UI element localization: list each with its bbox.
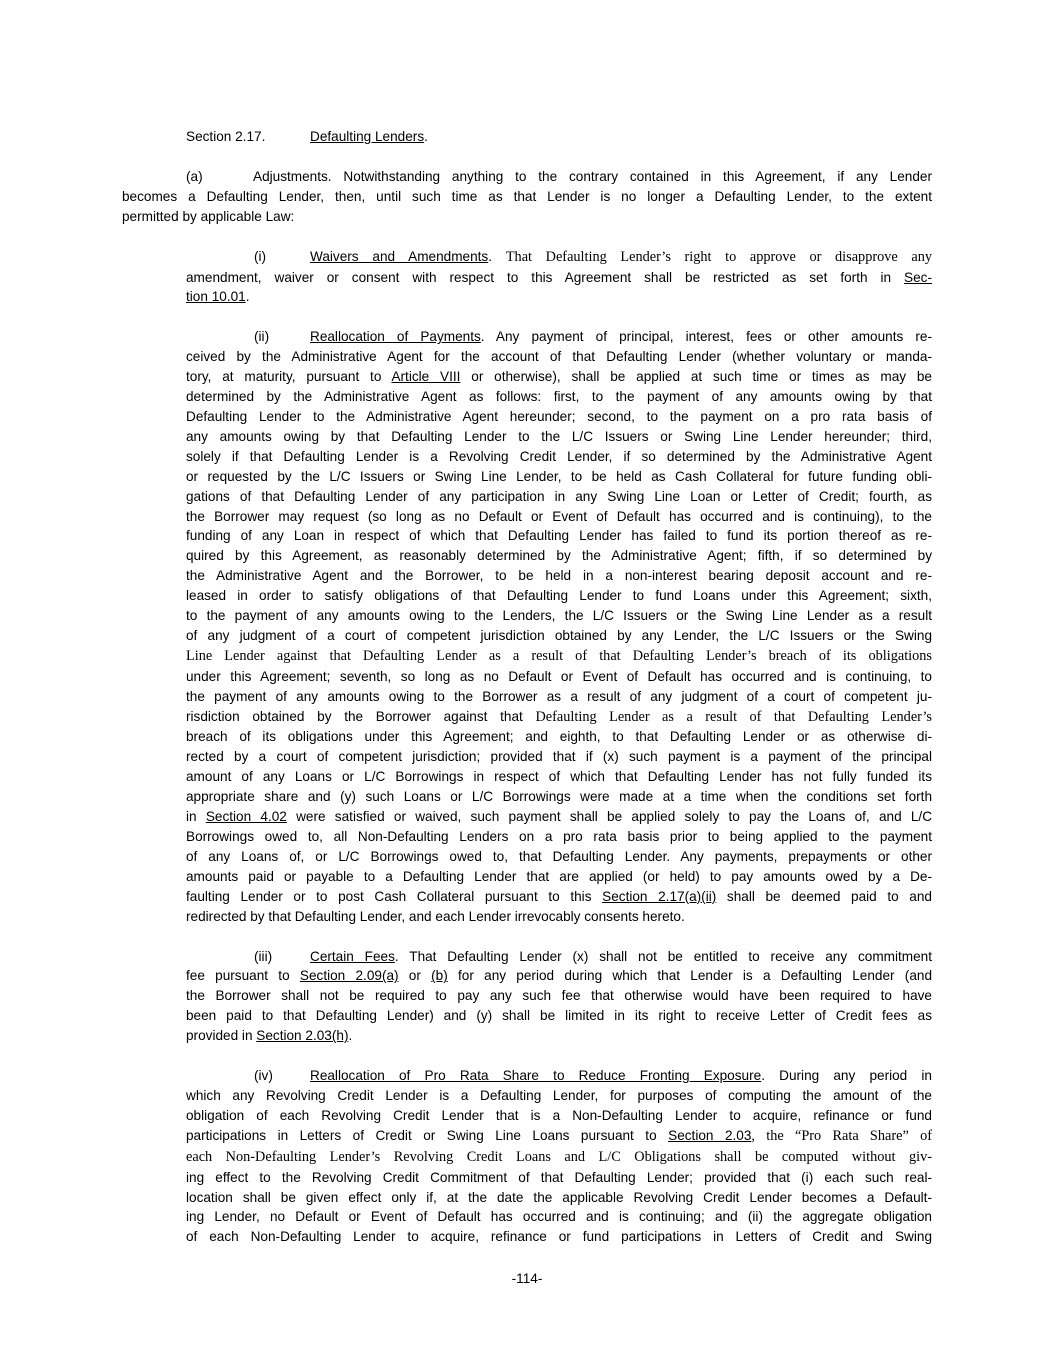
text-run: for any period during which that Lender is a Defaulting Lender (and: [447, 968, 933, 984]
text-line: [122, 167, 932, 187]
text-line: [122, 667, 932, 687]
section-reference: Section 4.02: [205, 809, 287, 825]
text-line: [122, 707, 932, 728]
text-line: [122, 586, 932, 606]
text-line: [122, 1227, 932, 1247]
text-run: participations in Letters of Credit or Swing Line Loans pursuant to: [186, 1127, 669, 1143]
clause-iii-certain-fees: [122, 947, 932, 1047]
section-reference: tion 10.01: [186, 289, 246, 305]
text-run: leased in order to satisfy obligations of that Defaulting Lender to fund Loans under this Agreement; sixth,: [186, 588, 932, 604]
text-run: quired by this Agreement, as reasonably determined by the Administrative Agent; fifth, if so determined by: [186, 548, 932, 564]
text-line: [122, 1106, 932, 1126]
text-run: Borrowings owed to, all Non-Defaulting Lenders on a pro rata basis prior to being applied to the payment: [186, 829, 932, 844]
document-body: [122, 127, 932, 1247]
text-line: [122, 526, 932, 546]
text-run: risdiction obtained by the Borrower against that: [186, 708, 536, 724]
section-reference: Reallocation of Pro Rata Share to Reduce Fronting Exposure: [310, 1068, 762, 1084]
section-heading: [122, 127, 932, 147]
text-run: . During any period in: [761, 1068, 932, 1084]
text-line: [122, 1086, 932, 1106]
text-run: the Borrower shall not be required to pay any such fee that otherwise would have been required to have: [186, 988, 932, 1004]
text-run: been paid to that Defaulting Lender) and (y) shall be limited in its right to receive Letter of Credit fees as: [186, 1008, 932, 1024]
text-line: [122, 1006, 932, 1026]
text-line: [122, 387, 932, 407]
text-run: the Administrative Agent and the Borrower, to be held in a non-interest bearing deposit account and re-: [186, 568, 932, 584]
text-run: of each Non-Defaulting Lender to acquire, refinance or fund participations in Letters of Credit and Swing: [186, 1229, 932, 1245]
paragraph-label: (i): [254, 248, 267, 264]
text-line: [122, 187, 932, 207]
text-line: [122, 487, 932, 507]
clause-i-waivers-and-amendments: [122, 247, 932, 308]
paragraph-label: (iii): [254, 948, 273, 964]
paragraph-label: (ii): [254, 329, 270, 345]
text-run: tory, at maturity, pursuant to: [186, 369, 392, 385]
text-run: ing Lender, no Default or Event of Default has occurred and is continuing; and (ii) the aggregate obligation: [186, 1209, 932, 1225]
text-line: [122, 687, 932, 707]
text-run: ceived by the Administrative Agent for the account of that Defaulting Lender (whether voluntary or manda-: [186, 349, 932, 365]
text-run: .: [348, 1028, 353, 1044]
text-line: [122, 367, 932, 387]
text-run: or: [398, 968, 432, 984]
text-line: [122, 867, 932, 887]
text-run: amounts paid or payable to a Defaulting Lender that are applied (or held) to pay amounts owed by a De-: [186, 868, 932, 884]
text-line: [122, 347, 932, 367]
text-run: redirected by that Defaulting Lender, and each Lender irrevocably consents hereto.: [186, 908, 685, 924]
text-run: amount of any Loans or L/C Borrowings in respect of which that Defaulting Lender has not fully funded its: [186, 769, 932, 785]
text-line: [122, 268, 932, 288]
text-line: [122, 827, 932, 847]
text-line: [122, 287, 932, 307]
text-run: amendment, waiver or consent with respect to this Agreement shall be restricted as set forth in: [186, 269, 905, 285]
text-line: [122, 127, 932, 147]
text-run: obligation of each Revolving Credit Lender that is a Non-Defaulting Lender to acquire, refinance or fund: [186, 1107, 932, 1123]
text-line: [122, 1188, 932, 1208]
text-line: [122, 947, 932, 967]
text-line: [122, 606, 932, 626]
text-run: permitted by applicable Law:: [122, 208, 295, 224]
clause-ii-reallocation-of-payments: [122, 327, 932, 926]
text-line: [122, 1168, 932, 1188]
text-line: [122, 467, 932, 487]
text-run: funding of any Loan in respect of which that Defaulting Lender has failed to fund its portion thereof as re-: [186, 528, 932, 544]
text-line: [122, 407, 932, 427]
text-line: [122, 546, 932, 566]
text-line: [122, 646, 932, 667]
text-run: rected by a court of competent jurisdiction; provided that if (x) such payment is a payment of the principal: [186, 749, 932, 765]
text-run: or requested by the L/C Issuers or Swing Line Lender, to be held as Cash Collateral for future funding obli-: [186, 468, 932, 484]
text-run: shall be deemed paid to and: [716, 888, 932, 904]
text-line: [122, 207, 932, 227]
text-line: [122, 447, 932, 467]
page-number: -114-: [511, 1271, 543, 1287]
text-line: [122, 1126, 932, 1147]
text-run: Adjustments. Notwithstanding anything to the contrary contained in this Agreement, if any Lender: [253, 168, 932, 184]
clause-iv-reallocation-pro-rata-share: [122, 1066, 932, 1247]
text-run: provided in: [186, 1028, 257, 1044]
section-reference: Section 2.09(a): [299, 968, 399, 984]
text-line: [122, 727, 932, 747]
text-run: the Borrower may request (so long as no Default or Event of Default has occurred and is continuing), to the: [186, 508, 932, 524]
text-line: [122, 747, 932, 767]
text-line: [122, 787, 932, 807]
text-run: That Defaulting Lender’s right to approve or disapprove any: [505, 248, 932, 265]
text-line: [122, 1207, 932, 1227]
section-reference: Certain Fees: [310, 948, 395, 964]
text-line: [122, 247, 932, 268]
paragraph-label: (iv): [254, 1068, 273, 1084]
section-reference: Section 2.03: [668, 1127, 752, 1143]
text-run: . That Defaulting Lender (x) shall not be entitled to receive any commitment: [394, 948, 932, 964]
text-line: [122, 847, 932, 867]
text-run: Line Lender against that Defaulting Lender as a result of that Defaulting Lender’s breach of its obligations: [186, 647, 932, 664]
text-line: [122, 507, 932, 527]
section-reference: Article VIII: [391, 369, 461, 385]
text-run: Defaulting Lender as a result of that Defaulting Lender’s: [535, 708, 932, 725]
text-run: faulting Lender or to post Cash Collateral pursuant to this: [186, 888, 603, 904]
text-run: .: [245, 289, 250, 305]
paragraph-label: (a): [186, 168, 203, 184]
text-line: [122, 1066, 932, 1086]
text-run: breach of its obligations under this Agreement; and eighth, to that Defaulting Lender or as otherwise di-: [186, 729, 932, 745]
text-run: .: [488, 248, 506, 264]
text-line: [122, 626, 932, 646]
text-line: [122, 966, 932, 986]
text-run: fee pursuant to: [186, 968, 300, 984]
text-run: the payment of any amounts owing to the Borrower as a result of any judgment of a court of competent ju-: [186, 688, 932, 704]
text-run: becomes a Defaulting Lender, then, until such time as that Lender is no longer a Defaulting Lender, to the extent: [122, 188, 932, 204]
text-run: each Non-Defaulting Lender’s Revolving Credit Loans and L/C Obligations shall be computed without giv-: [186, 1148, 932, 1165]
text-line: [122, 1147, 932, 1168]
text-run: in: [186, 809, 206, 825]
text-run: appropriate share and (y) such Loans or L/C Borrowings were made at a time when the conditions set forth: [186, 789, 932, 805]
text-run: solely if that Defaulting Lender is a Revolving Credit Lender, if so determined by the Administrative Agent: [186, 448, 932, 464]
text-run: or otherwise), shall be applied at such time or times as may be: [460, 369, 932, 385]
text-run: were satisfied or waived, such payment shall be applied solely to pay the Loans of, and L/C: [286, 809, 933, 825]
text-run: of any Loans of, or L/C Borrowings owed to, that Defaulting Lender. Any payments, prepayments or other: [186, 848, 932, 864]
text-run: which any Revolving Credit Lender is a Defaulting Lender, for purposes of computing the amount of the: [186, 1087, 932, 1103]
text-run: ing effect to the Revolving Credit Commitment of that Defaulting Lender; provided that (i) each such real-: [186, 1169, 932, 1185]
paragraph-label: Section 2.17.: [186, 129, 266, 144]
section-reference: Reallocation of Payments: [310, 329, 481, 345]
text-line: [122, 767, 932, 787]
text-line: [122, 807, 932, 827]
text-line: [122, 327, 932, 347]
text-line: [122, 427, 932, 447]
section-reference: Waivers and Amendments: [310, 248, 489, 264]
text-line: [122, 566, 932, 586]
text-run: under this Agreement; seventh, so long as no Default or Event of Default has occurred and is continuing, to: [186, 668, 932, 684]
text-run: . Any payment of principal, interest, fees or other amounts re-: [480, 329, 932, 345]
section-reference: (b): [431, 968, 448, 984]
text-run: .: [424, 129, 428, 144]
section-reference: Section 2.03(h): [256, 1028, 349, 1044]
paragraph-a-adjustments: [122, 167, 932, 227]
text-run: of any judgment of a court of competent jurisdiction obtained by any Lender, the L/C Issuers or the Swing: [186, 627, 932, 643]
text-run: to the payment of any amounts owing to the Lenders, the L/C Issuers or the Swing Line Lender as a result: [186, 608, 932, 624]
text-run: gations of that Defaulting Lender of any participation in any Swing Line Loan or Letter of Credit; fourth, as: [186, 488, 932, 504]
text-run: location shall be given effect only if, at the date the applicable Revolving Credit Lender becomes a Default-: [186, 1189, 932, 1205]
text-line: [122, 986, 932, 1006]
text-run: any amounts owing by that Defaulting Lender to the L/C Issuers or Swing Line Lender hereunder; third,: [186, 428, 932, 444]
section-reference: Defaulting Lenders: [310, 129, 425, 144]
section-reference: Section 2.17(a)(ii): [602, 888, 717, 904]
text-line: [122, 1026, 932, 1046]
text-run: , the “Pro Rata Share” of: [751, 1127, 933, 1144]
text-line: [122, 907, 932, 927]
text-run: determined by the Administrative Agent as follows: first, to the payment of any amounts owing by that: [186, 389, 932, 405]
text-line: [122, 887, 932, 907]
section-reference: Sec-: [904, 269, 932, 285]
text-run: Defaulting Lender to the Administrative Agent hereunder; second, to the payment on a pro rata basis of: [186, 408, 932, 424]
